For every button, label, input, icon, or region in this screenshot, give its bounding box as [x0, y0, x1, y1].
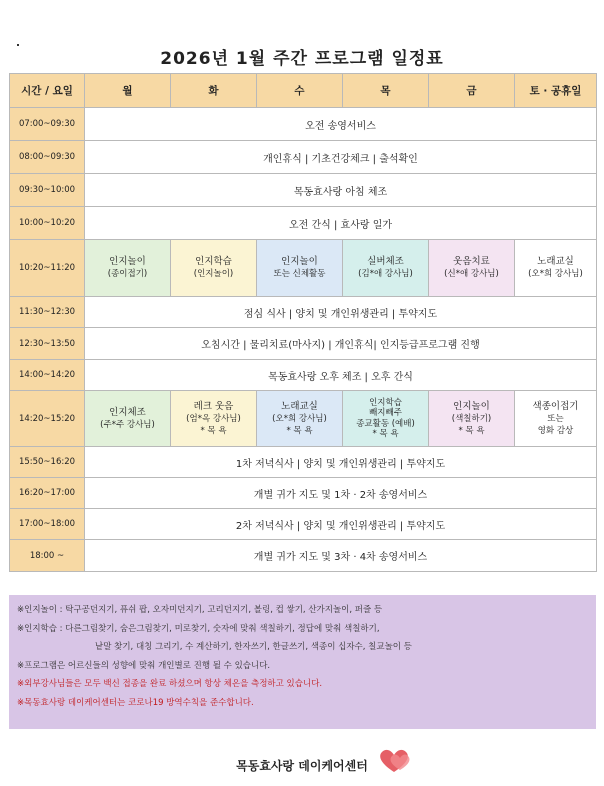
program-name: 인지학습 [195, 256, 232, 267]
activity-cell: 목동효사랑 아침 체조 [85, 174, 597, 207]
bath-note: * 목 욕 [372, 429, 399, 439]
bath-note: * 목 욕 [200, 425, 227, 436]
time-cell: 10:00~10:20 [10, 207, 85, 240]
heart-logo-icon [376, 748, 412, 774]
program-detail: (엄*옥 강사님) [186, 413, 241, 424]
time-cell: 16:20~17:00 [10, 478, 85, 509]
program-detail: (종이접기) [107, 269, 148, 279]
time-cell: 15:50~16:20 [10, 447, 85, 478]
center-name: 목동효사랑 데이케어센터 [236, 759, 368, 773]
table-row [10, 478, 597, 509]
program-detail: (김*애 강사님) [358, 269, 413, 279]
activity-cell: 오침시간 | 물리치료(마사지) | 개인휴식| 인지등급프로그램 진행 [85, 328, 597, 360]
program-cell-mon [85, 391, 171, 447]
program-detail: (인지놀이) [193, 269, 234, 279]
activity-cell: 목동효사랑 오후 체조 | 오후 간식 [85, 360, 597, 391]
day-header-fri: 금 [429, 74, 515, 108]
activity-cell: 1차 저녁식사 | 양치 및 개인위생관리 | 투약지도 [85, 447, 597, 478]
time-cell: 09:30~10:00 [10, 174, 85, 207]
table-row [10, 328, 597, 360]
bath-note: * 목 욕 [286, 425, 313, 436]
activity-cell: 오전 간식 | 효사랑 일가 [85, 207, 597, 240]
schedule-table [9, 73, 597, 572]
day-header-thu: 목 [343, 74, 429, 108]
activity-cell: 개인휴식 | 기초건강체크 | 출석확인 [85, 141, 597, 174]
activity-cell: 점심 식사 | 양치 및 개인위생관리 | 투약지도 [85, 297, 597, 328]
program-name: 노래교실 [281, 400, 318, 412]
activity-cell: 개별 귀가 지도 및 3차 · 4차 송영서비스 [85, 540, 597, 572]
table-row [10, 174, 597, 207]
activity-cell: 오전 송영서비스 [85, 108, 597, 141]
table-row [10, 141, 597, 174]
program-cell-fri [429, 240, 515, 297]
time-cell: 14:20~15:20 [10, 391, 85, 447]
day-header-mon: 월 [85, 74, 171, 108]
time-cell: 14:00~14:20 [10, 360, 85, 391]
note-cognitive-learning-cont: 낱말 찾기, 대칭 그리기, 수 계산하기, 한자쓰기, 한글쓰기, 색종이 십자수, 칠교놀이 등 [95, 642, 412, 652]
day-header-wed: 수 [257, 74, 343, 108]
note-cognitive-play: ※인지놀이 : 탁구공던지기, 퓨쉬 팝, 오자미던지기, 고리던지기, 볼링, 컵 쌓기, 산가지놀이, 퍼즐 등 [17, 605, 383, 615]
program-name: 색종이접기 [532, 400, 579, 412]
table-row [10, 240, 597, 297]
program-detail: 또는 신체활동 [273, 269, 326, 279]
program-name: 웃음치료 [453, 256, 490, 267]
program-detail: (오*희 강사님) [272, 413, 327, 424]
program-name: 노래교실 [537, 256, 574, 267]
page-title: 2026년 1월 주간 프로그램 일정표 [160, 49, 444, 69]
program-cell-sat [515, 240, 597, 297]
time-cell: 11:30~12:30 [10, 297, 85, 328]
time-cell: 12:30~13:50 [10, 328, 85, 360]
program-name: 인지놀이 [281, 256, 318, 267]
table-row [10, 391, 597, 447]
time-cell: 07:00~09:30 [10, 108, 85, 141]
program-detail: 또는 [547, 413, 564, 424]
program-name: 인지놀이 [453, 400, 490, 412]
time-day-header: 시간 / 요일 [10, 74, 85, 108]
day-header-sat-holiday: 토 · 공휴일 [515, 74, 597, 108]
note-program-policy: ※프로그램은 어르신들의 성향에 맞춰 개인별로 진행 될 수 있습니다. [17, 660, 271, 671]
program-cell-tue [171, 391, 257, 447]
table-row [10, 447, 597, 478]
day-header-tue: 화 [171, 74, 257, 108]
program-detail: 영화 감상 [537, 425, 574, 436]
table-row [10, 297, 597, 328]
program-name: 인지놀이 [109, 256, 146, 267]
table-row [10, 509, 597, 540]
notes-box [9, 595, 596, 729]
time-cell: 08:00~09:30 [10, 141, 85, 174]
time-cell: 18:00 ~ [10, 540, 85, 572]
program-detail: 빼지빼주 [369, 408, 402, 418]
program-detail: (주*주 강사님) [100, 419, 155, 430]
program-cell-wed [257, 240, 343, 297]
program-detail: (신*애 강사님) [444, 269, 499, 279]
time-cell: 10:20~11:20 [10, 240, 85, 297]
program-name: 레크 웃음 [193, 400, 234, 412]
program-detail: (오*희 강사님) [528, 269, 583, 279]
program-cell-thu [343, 391, 429, 447]
program-detail: (색칠하기) [451, 413, 492, 424]
note-cognitive-learning: ※인지학습 : 다른그림찾기, 숨은그림찾기, 미로찾기, 숫자에 맞춰 색칠하기, 정답에 맞춰 색칠하기, [17, 623, 380, 634]
program-name: 인지학습 [369, 397, 402, 408]
bath-note: * 목 욕 [458, 425, 485, 436]
program-cell-thu [343, 240, 429, 297]
table-row [10, 207, 597, 240]
table-row [10, 540, 597, 572]
time-cell: 17:00~18:00 [10, 509, 85, 540]
program-detail: 종교활동 (예배) [356, 418, 415, 429]
program-cell-sat [515, 391, 597, 447]
activity-cell: 2차 저녁식사 | 양치 및 개인위생관리 | 투약지도 [85, 509, 597, 540]
table-row [10, 108, 597, 141]
program-cell-mon [85, 240, 171, 297]
program-cell-fri [429, 391, 515, 447]
note-covid-rules: ※목동효사랑 데이케어센터는 코로나19 방역수칙을 준수합니다. [17, 697, 254, 708]
table-row [10, 360, 597, 391]
program-name: 인지체조 [109, 406, 146, 418]
program-cell-tue [171, 240, 257, 297]
program-name: 실버체조 [367, 256, 404, 267]
header-row [10, 74, 597, 108]
note-vaccination: ※외부강사님들은 모두 백신 접종을 완료 하셨으며 항상 체온을 측정하고 있습니다. [17, 679, 323, 689]
program-cell-wed [257, 391, 343, 447]
activity-cell: 개별 귀가 지도 및 1차 · 2차 송영서비스 [85, 478, 597, 509]
